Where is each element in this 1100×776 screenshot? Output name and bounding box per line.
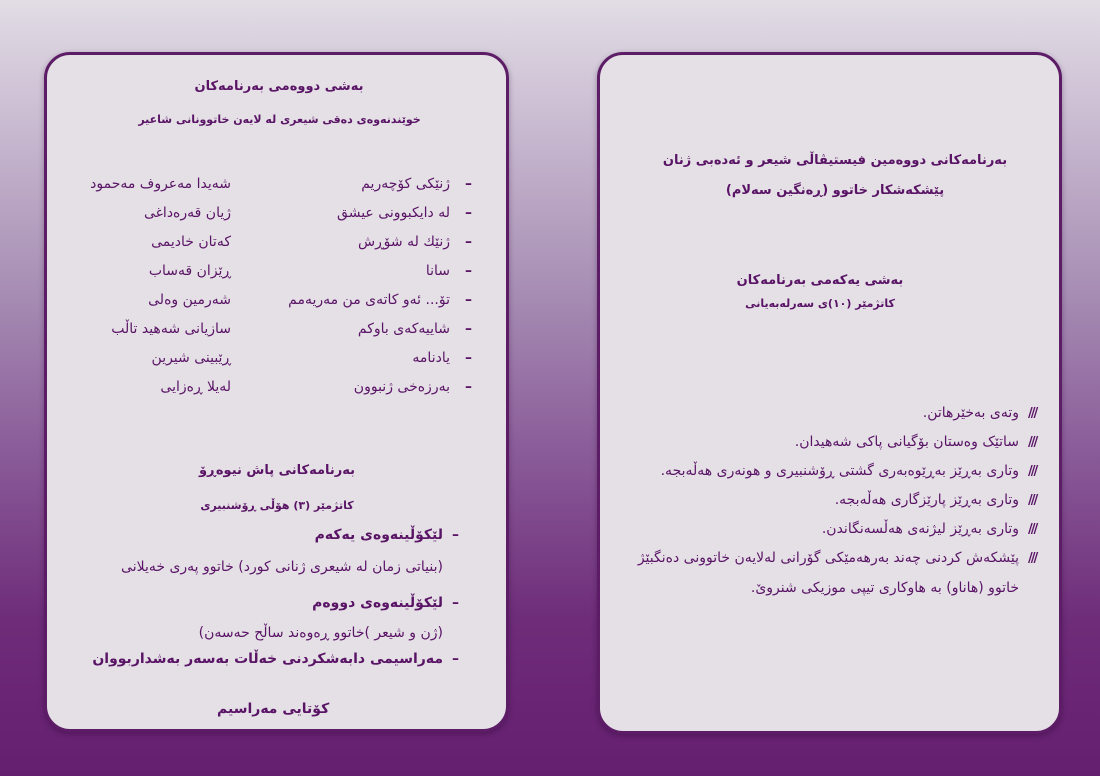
festival-title: بەرنامەکانی دووەمین فیستیڤاڵی شیعر و ئەدەبی ژنان bbox=[662, 153, 1008, 168]
poem-bullet: – bbox=[465, 176, 472, 192]
left-program-card bbox=[44, 52, 509, 732]
item-marker-icon: /// bbox=[1028, 435, 1037, 450]
research-2-bullet: – bbox=[452, 595, 459, 611]
poem-title: تۆ... ئەو کاتەی من مەریەمم bbox=[288, 292, 450, 308]
right-section-title: بەشی یەکەمی بەرنامەکان bbox=[736, 273, 904, 288]
poem-bullet: – bbox=[465, 350, 472, 366]
poem-poet: ڕێبینی شیرین bbox=[151, 350, 231, 366]
right-program-card bbox=[597, 52, 1062, 734]
closing-text: کۆتایی مەراسیم bbox=[217, 701, 330, 717]
research-2-label: لێکۆڵینەوەی دووەم bbox=[312, 595, 443, 611]
research-1-text: (بنیاتی زمان لە شیعری ژنانی کورد) خاتوو پەری خەیلانی bbox=[121, 559, 443, 575]
poem-title: سانا bbox=[425, 263, 450, 279]
ceremony-text: مەراسیمی دابەشکردنی خەڵات بەسەر بەشداربووان bbox=[92, 651, 443, 667]
item-marker-icon: /// bbox=[1028, 493, 1037, 508]
program-item: وتاری بەڕێز بەڕێوەبەری گشتی ڕۆشنبیری و هونەری هەڵەبجە. bbox=[660, 463, 1019, 479]
item-marker-icon: /// bbox=[1028, 522, 1037, 537]
presenter-line: پێشکەشکار خاتوو (ڕەنگین سەلام) bbox=[725, 183, 945, 198]
poem-title: شاییەکەی باوکم bbox=[357, 321, 450, 337]
poem-poet: کەتان خادیمی bbox=[151, 234, 231, 250]
poem-poet: ژیان قەرەداغی bbox=[143, 205, 231, 221]
last-item-continuation: خاتوو (هاناو) بە هاوکاری تیپی موزیکی شنروێ. bbox=[750, 580, 1019, 596]
item-marker-icon: /// bbox=[1028, 551, 1037, 566]
afternoon-title: بەرنامەکانی پاش نیوەڕۆ bbox=[198, 463, 356, 478]
poem-bullet: – bbox=[465, 379, 472, 395]
poem-poet: شەیدا مەعروف مەحمود bbox=[90, 176, 231, 192]
poem-poet: شەرمین وەلی bbox=[148, 292, 231, 308]
poem-title: لە دایکبوونی عیشق bbox=[337, 205, 450, 221]
poem-bullet: – bbox=[465, 205, 472, 221]
poem-poet: سازیانی شەهید تاڵب bbox=[111, 321, 231, 337]
item-marker-icon: /// bbox=[1028, 464, 1037, 479]
afternoon-time: کاتژمێر (٣) هۆڵی ڕۆشنبیری bbox=[200, 499, 354, 512]
program-item: وتاری بەڕێز پارێزگاری هەڵەبجە. bbox=[834, 492, 1019, 508]
right-section-time: کاتژمێر (١٠)ی سەرلەبەیانی bbox=[745, 297, 895, 310]
poem-title: ژنێك لە شۆڕش bbox=[358, 234, 450, 250]
left-section-title: بەشی دووەمی بەرنامەکان bbox=[194, 79, 364, 94]
research-2-text: (ژن و شیعر )خاتوو ڕەوەند ساڵح حەسەن) bbox=[198, 625, 443, 641]
poem-title: یادنامە bbox=[412, 350, 450, 366]
poem-poet: لەیلا ڕەزایی bbox=[160, 379, 231, 395]
ceremony-bullet: – bbox=[452, 651, 459, 667]
poem-bullet: – bbox=[465, 321, 472, 337]
program-item: ساتێک وەستان بۆگیانی پاکی شەهیدان. bbox=[794, 434, 1019, 450]
item-marker-icon: /// bbox=[1028, 406, 1037, 421]
poem-bullet: – bbox=[465, 263, 472, 279]
poem-bullet: – bbox=[465, 234, 472, 250]
research-1-label: لێکۆڵینەوەی یەکەم bbox=[314, 527, 443, 543]
poem-title: ژنێکی کۆچەریم bbox=[361, 176, 450, 192]
poem-title: بەرزەخی ژنبوون bbox=[353, 379, 450, 395]
poem-bullet: – bbox=[465, 292, 472, 308]
program-item: وتاری بەڕێز لیژنەی هەڵسەنگاندن. bbox=[821, 521, 1019, 537]
poem-poet: ڕێزان قەساب bbox=[148, 263, 231, 279]
program-item: وتەی بەخێرهاتن. bbox=[922, 405, 1019, 421]
research-1-bullet: – bbox=[452, 527, 459, 543]
left-subtitle: خوێندنەوەی دەقی شیعری لە لایەن خاتوونانی شاعیر bbox=[138, 113, 421, 126]
program-item: پێشکەش کردنی چەند بەرهەمێکی گۆرانی لەلایەن خاتوونی دەنگبێژ bbox=[637, 550, 1019, 566]
